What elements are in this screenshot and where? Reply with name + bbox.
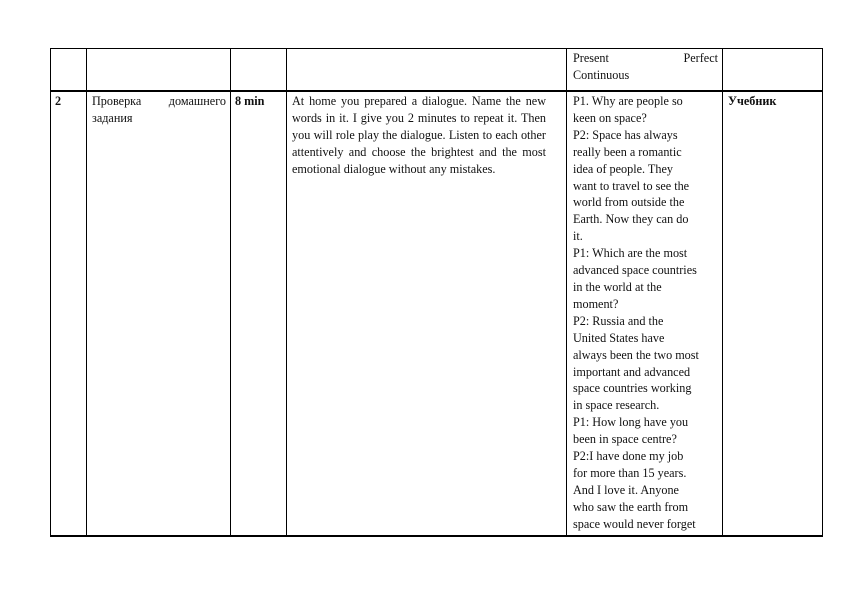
column-border — [86, 48, 87, 537]
dialogue-line: advanced space countries — [573, 263, 697, 278]
dialogue-line: it. — [573, 229, 583, 244]
dialogue-line: been in space centre? — [573, 432, 677, 447]
dialogue-line: idea of people. They — [573, 161, 673, 176]
dialogue-line: keen on space? — [573, 110, 647, 125]
grammar-topic-cell — [573, 50, 718, 84]
dialogue-text — [573, 93, 721, 533]
dialogue-line: P1. Why are people so — [573, 94, 683, 108]
row-separator — [50, 90, 823, 92]
dialogue-line: space countries working — [573, 381, 692, 396]
column-border — [50, 48, 51, 537]
teacher-activity: At home you prepared a dialogue. Name the new words in it. I give you 2 minutes to repeat it. Then you will role play the dialogue. Listen to each other attentively and choose the brightest and the most emotional dialogue without any mistakes. — [292, 94, 546, 176]
dialogue-line: space would never forget — [573, 516, 696, 531]
column-border — [822, 48, 823, 537]
dialogue-line: for more than 15 years. — [573, 465, 687, 480]
dialogue-line: P1: Which are the most — [573, 246, 688, 261]
dialogue-line: moment? — [573, 296, 619, 311]
dialogue-line: in space research. — [573, 398, 660, 413]
column-border — [286, 48, 287, 537]
dialogue-line: want to travel to see the — [573, 178, 690, 193]
dialogue-line: P1: How long have you — [573, 415, 689, 430]
dialogue-line: And I love it. Anyone — [573, 482, 679, 497]
dialogue-line: who saw the earth from — [573, 499, 689, 514]
table-top-border — [50, 48, 823, 49]
column-border — [230, 48, 231, 537]
dialogue-line: important and advanced — [573, 364, 691, 379]
row-number: 2 — [55, 94, 62, 108]
resources-cell: Учебник — [728, 94, 777, 108]
dialogue-line: world from outside the — [573, 195, 685, 210]
lesson-stage: Проверка домашнего задания — [92, 94, 226, 125]
table-bottom-border — [50, 535, 823, 537]
dialogue-line: in the world at the — [573, 279, 662, 294]
grammar-topic-line1-right: Perfect — [683, 51, 718, 65]
column-border — [566, 48, 567, 537]
dialogue-line: United States have — [573, 330, 665, 345]
grammar-topic-line1-left: Present — [573, 51, 609, 65]
dialogue-line: P2: Russia and the — [573, 313, 664, 328]
dialogue-line: P2: Space has always — [573, 127, 678, 142]
stage-time: 8 min — [235, 94, 265, 108]
dialogue-line: always been the two most — [573, 347, 699, 362]
dialogue-line: P2:I have done my job — [573, 449, 684, 464]
dialogue-line: really been a romantic — [573, 144, 682, 159]
grammar-topic-line2: Continuous — [573, 67, 630, 82]
column-border — [722, 48, 723, 537]
dialogue-line: Earth. Now they can do — [573, 212, 689, 227]
